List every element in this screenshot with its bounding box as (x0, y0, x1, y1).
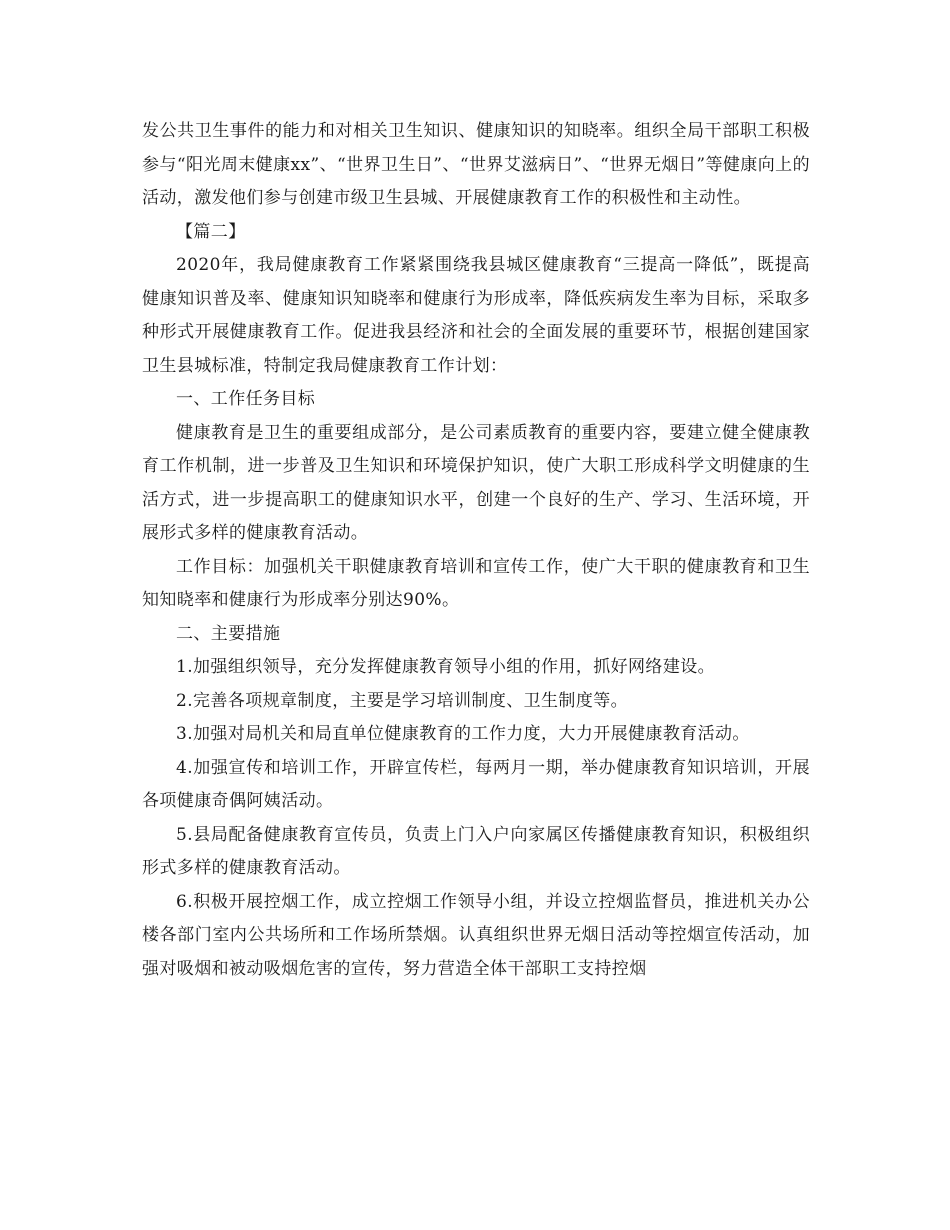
document-body (142, 115, 810, 986)
paragraph-continuation: 发公共卫生事件的能力和对相关卫生知识、健康知识的知晓率。组织全局干部职工积极参与“阳光周末健康xx”、“世界卫生日”、“世界艾滋病日”、“世界无烟日”等健康向上的活动，激发他们参与创建市级卫生县城、开展健康教育工作的积极性和主动性。 (142, 121, 810, 208)
section-heading-part-two: 【篇二】 (176, 221, 246, 242)
heading-main-measures: 二、主要措施 (176, 623, 281, 644)
heading-task-goals: 一、工作任务目标 (176, 389, 316, 409)
paragraph-intro: 2020年，我局健康教育工作紧紧围绕我县城区健康教育“三提高一降低”，既提高健康知识普及率、健康知识知晓率和健康行为形成率，降低疾病发生率为目标，采取多种形式开展健康教育工作。促进我县经济和社会的全面发展的重要环节，根据创建国家卫生县城标准，特制定我局健康教育工作计划： (142, 255, 810, 376)
measure-item-2: 2.完善各项规章制度，主要是学习培训制度、卫生制度等。 (176, 690, 629, 711)
measure-item-6: 6.积极开展控烟工作，成立控烟工作领导小组，并设立控烟监督员，推进机关办公楼各部门室内公共场所和工作场所禁烟。认真组织世界无烟日活动等控烟宣传活动，加强对吸烟和被动吸烟危害的宣传，努力营造全体干部职工支持控烟 (142, 891, 810, 979)
measure-item-4: 4.加强宣传和培训工作，开辟宣传栏，每两月一期，举办健康教育知识培训，开展各项健康奇偶阿姨活动。 (142, 757, 810, 811)
measure-item-1: 1.加强组织领导，充分发挥健康教育领导小组的作用，抓好网络建设。 (176, 657, 716, 677)
measure-item-3: 3.加强对局机关和局直单位健康教育的工作力度，大力开展健康教育活动。 (176, 724, 750, 744)
paragraph-health-education: 健康教育是卫生的重要组成部分，是公司素质教育的重要内容，要建立健全健康教育工作机制，进一步普及卫生知识和环境保护知识，使广大职工形成科学文明健康的生活方式，进一步提高职工的健康知识水平，创建一个良好的生产、学习、生活环境，开展形式多样的健康教育活动。 (142, 422, 810, 543)
measure-item-5: 5.县局配备健康教育宣传员，负责上门入户向家属区传播健康教育知识，积极组织形式多样的健康教育活动。 (142, 824, 810, 878)
paragraph-work-goal: 工作目标：加强机关干职健康教育培训和宣传工作，使广大干职的健康教育和卫生知知晓率和健康行为形成率分别达90%。 (142, 556, 810, 610)
